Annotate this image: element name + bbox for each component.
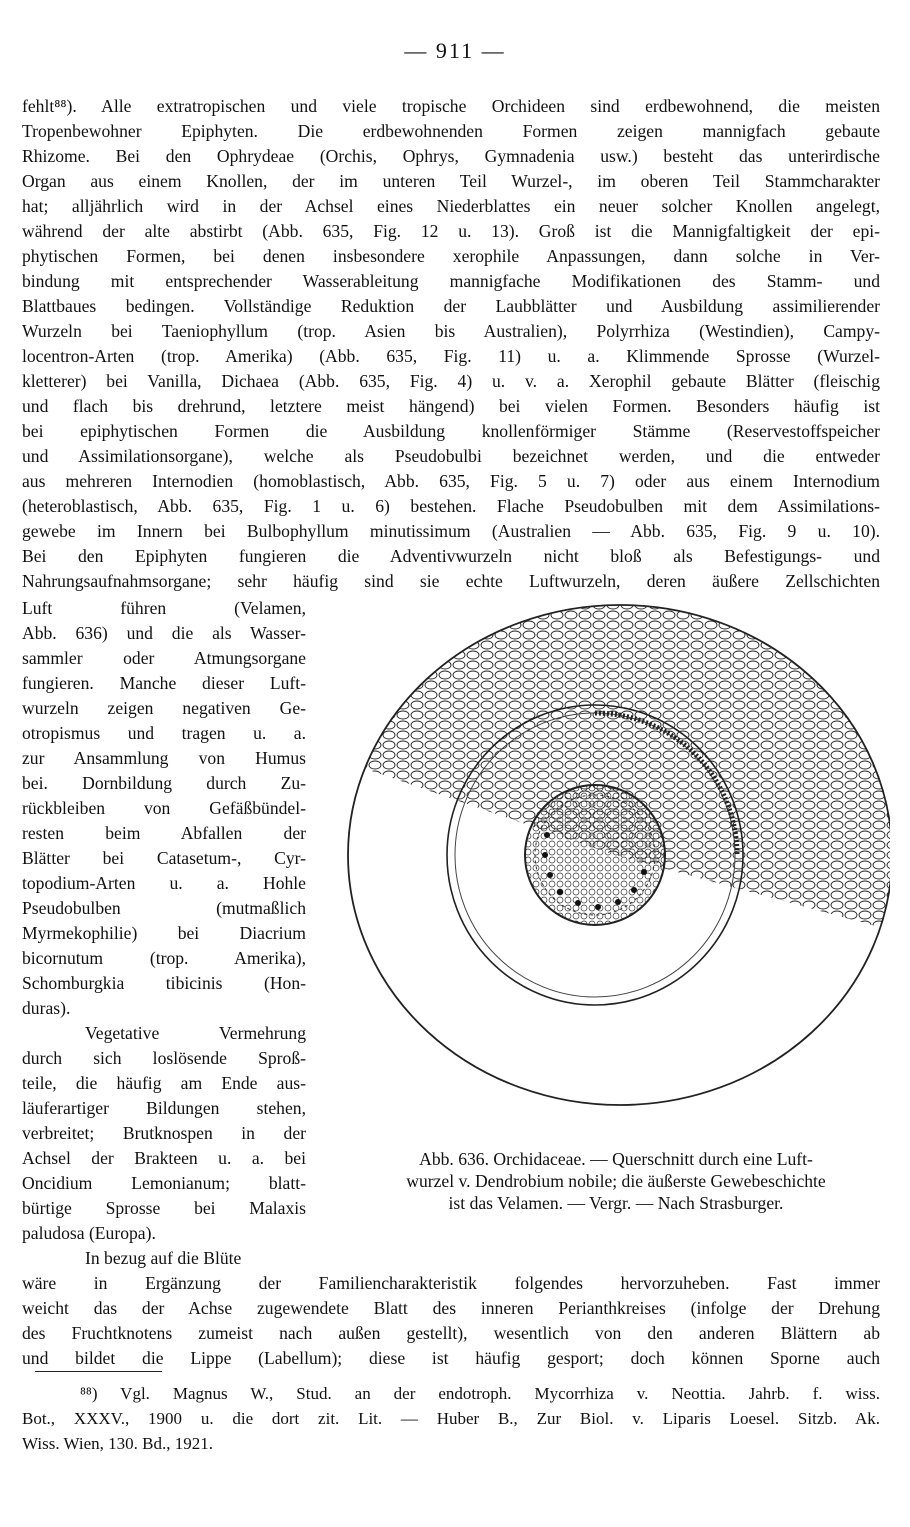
text-line: und flach bis drehrund, letztere meist hängend) bei vielen Formen. Besonders häufig ist: [22, 396, 880, 416]
text-line: fehlt⁸⁸). Alle extratropischen und viele tropische Orchideen sind erdbewohnend, die meisten: [22, 96, 880, 116]
text-line: während der alte abstirbt (Abb. 635, Fig. 12 u. 13). Groß ist die Mannigfaltigkeit der epi-: [22, 221, 880, 241]
footnote-rule: [35, 1371, 162, 1372]
text-line: duras).: [22, 998, 71, 1018]
text-line: Oncidium Lemonianum; blatt-: [22, 1173, 306, 1193]
text-line: Schomburgkia tibicinis (Hon-: [22, 973, 306, 993]
text-line: Nahrungsaufnahmsorgane; sehr häufig sind sie echte Luftwurzeln, deren äußere Zellschichten: [22, 571, 880, 591]
text-line: Pseudobulben (mutmaßlich: [22, 898, 306, 918]
text-line: Organ aus einem Knollen, der im unteren Teil Wurzel-, im oberen Teil Stammcharakter: [22, 171, 880, 191]
text-line: bürtige Sprosse bei Malaxis: [22, 1198, 306, 1218]
text-line: wurzeln zeigen negativen Ge-: [22, 698, 306, 718]
text-line: des Fruchtknotens zumeist nach außen gestellt), wesentlich von den anderen Blättern ab: [22, 1323, 880, 1343]
footnote-line: Bot., XXXV., 1900 u. die dort zit. Lit. — Huber B., Zur Biol. v. Liparis Loesel. Sitzb. Ak.: [22, 1409, 880, 1428]
text-line: Blattbaues bedingen. Vollständige Reduktion der Laubblätter und Ausbildung assimilierender: [22, 296, 880, 316]
text-line: (heteroblastisch, Abb. 635, Fig. 1 u. 6) bestehen. Flache Pseudobulben mit dem Assimilations-: [22, 496, 880, 516]
text-line: topodium-Arten u. a. Hohle: [22, 873, 306, 893]
text-line: durch sich loslösende Sproß-: [22, 1048, 306, 1068]
footnote-line: Wiss. Wien, 130. Bd., 1921.: [22, 1434, 213, 1453]
text-line: und bildet die Lippe (Labellum); diese ist häufig gesport; doch können Sporne auch: [22, 1348, 880, 1368]
text-line: sammler oder Atmungsorgane: [22, 648, 306, 668]
text-line: otropismus und tragen u. a.: [22, 723, 306, 743]
text-line: In bezug auf die Blüte: [85, 1248, 242, 1268]
text-line: teile, die häufig am Ende aus-: [22, 1073, 306, 1093]
text-line: locentron-Arten (trop. Amerika) (Abb. 635, Fig. 11) u. a. Klimmende Sprosse (Wurzel-: [22, 346, 880, 366]
text-line: läuferartiger Bildungen stehen,: [22, 1098, 306, 1118]
text-line: Luft führen (Velamen,: [22, 598, 306, 618]
text-line: rückbleiben von Gefäßbündel-: [22, 798, 306, 818]
text-line: aus mehreren Internodien (homoblastisch, Abb. 635, Fig. 5 u. 7) oder aus einem Internodium: [22, 471, 880, 491]
caption-line: ist das Velamen. — Vergr. — Nach Strasburger.: [448, 1193, 784, 1213]
text-line: Abb. 636) und die als Wasser-: [22, 623, 306, 643]
text-line: Tropenbewohner Epiphyten. Die erdbewohnenden Formen zeigen mannigfach gebaute: [22, 121, 880, 141]
text-line: kletterer) bei Vanilla, Dichaea (Abb. 635, Fig. 4) u. v. a. Xerophil gebaute Blätter (fleischig: [22, 371, 880, 391]
caption-line: Abb. 636. Orchidaceae. — Querschnitt durch eine Luft-: [419, 1149, 813, 1169]
figure-caption: [342, 1148, 890, 1214]
text-line: und Assimilationsorgane), welche als Pseudobulbi bezeichnet werden, und die entweder: [22, 446, 880, 466]
text-line: zur Ansammlung von Humus: [22, 748, 306, 768]
text-line: Bei den Epiphyten fungieren die Adventivwurzeln nicht bloß als Befestigungs- und: [22, 546, 880, 566]
text-line: bei epiphytischen Formen die Ausbildung knollenförmiger Stämme (Reservestoffspeicher: [22, 421, 880, 441]
text-line: wäre in Ergänzung der Familiencharakteristik folgendes hervorzuheben. Fast immer: [22, 1273, 880, 1293]
text-line: Wurzeln bei Taeniophyllum (trop. Asien bis Australien), Polyrrhiza (Westindien), Campy-: [22, 321, 880, 341]
text-line: hat; alljährlich wird in der Achsel eines Niederblattes ein neuer solcher Knollen angelegt,: [22, 196, 880, 216]
caption-line: wurzel v. Dendrobium nobile; die äußerste Gewebeschichte: [406, 1171, 826, 1191]
footnote-line: ⁸⁸) Vgl. Magnus W., Stud. an der endotroph. Mycorrhiza v. Neottia. Jahrb. f. wiss.: [80, 1384, 880, 1403]
text-line: Blätter bei Catasetum-, Cyr-: [22, 848, 306, 868]
root-cross-section-figure: [340, 600, 890, 1110]
text-line: bei. Dornbildung durch Zu-: [22, 773, 306, 793]
text-line: bindung mit entsprechender Wasserableitung mannigfache Modifikationen des Stamm- und: [22, 271, 880, 291]
text-line: bicornutum (trop. Amerika),: [22, 948, 306, 968]
text-line: gewebe im Innern bei Bulbophyllum minutissimum (Australien — Abb. 635, Fig. 9 u. 10).: [22, 521, 880, 541]
text-line: Vegetative Vermehrung: [85, 1023, 306, 1043]
text-line: Myrmekophilie) bei Diacrium: [22, 923, 306, 943]
text-line: Achsel der Brakteen u. a. bei: [22, 1148, 306, 1168]
text-line: phytischen Formen, bei denen insbesondere xerophile Anpassungen, dann solche in Ver-: [22, 246, 880, 266]
page-number: — 911 —: [404, 38, 506, 63]
text-line: weicht das der Achse zugewendete Blatt des inneren Perianthkreises (infolge der Drehung: [22, 1298, 880, 1318]
text-line: verbreitet; Brutknospen in der: [22, 1123, 306, 1143]
text-line: paludosa (Europa).: [22, 1223, 156, 1243]
text-line: fungieren. Manche dieser Luft-: [22, 673, 306, 693]
text-line: Rhizome. Bei den Ophrydeae (Orchis, Ophrys, Gymnadenia usw.) besteht das unterirdische: [22, 146, 880, 166]
text-line: resten beim Abfallen der: [22, 823, 306, 843]
